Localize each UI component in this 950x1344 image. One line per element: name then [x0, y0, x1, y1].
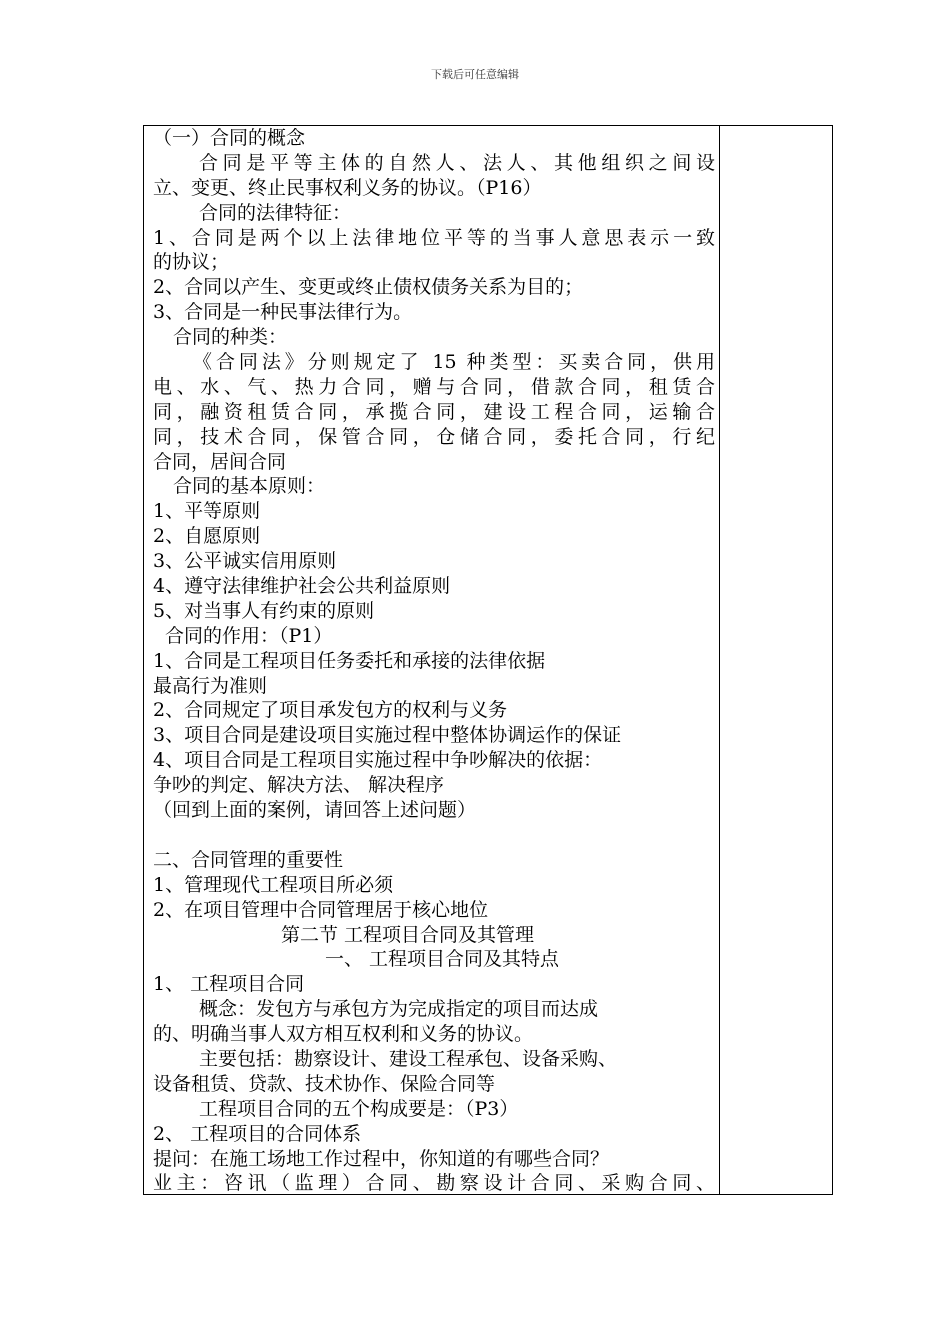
text-line: （一）合同的概念	[153, 127, 306, 149]
text-line: 4、遵守法律维护社会公共利益原则	[153, 575, 451, 598]
text-line: 一、 工程项目合同及其特点	[325, 948, 560, 971]
text-line: 的协议；	[153, 251, 230, 274]
text-line: 的、明确当事人双方相互权利和义务的协议。	[153, 1023, 534, 1046]
text-line: 合同的基本原则：	[173, 475, 326, 498]
text-line: 3、公平诚实信用原则	[153, 550, 337, 573]
text-line: 争吵的判定、解决方法、 解决程序	[153, 774, 445, 797]
text-line: 2、 工程项目的合同体系	[153, 1122, 362, 1145]
text-line: 最高行为准则	[153, 674, 268, 697]
text-line: 主要包括：勘察设计、建设工程承包、设备采购、	[199, 1047, 618, 1070]
text-line: 1、合同是工程项目任务委托和承接的法律依据	[153, 649, 546, 672]
text-line: 1、管理现代工程项目所必须	[153, 873, 394, 896]
text-line: 同，融资租赁合同，承揽合同，建设工程合同，运输合	[153, 400, 715, 423]
text-line: 合同的作用：（P1）	[165, 624, 333, 647]
text-line: 1、平等原则	[153, 500, 261, 523]
text-line: 概念：发包方与承包方为完成指定的项目而达成	[199, 998, 599, 1021]
text-line: 设备租赁、贷款、技术协作、保险合同等	[153, 1072, 496, 1095]
text-line: 工程项目合同的五个构成要是：（P3）	[199, 1097, 519, 1120]
text-line: 2、自愿原则	[153, 525, 261, 548]
text-line: 3、项目合同是建设项目实施过程中整体协调运作的保证	[153, 724, 622, 747]
main-text-cell	[153, 126, 715, 1192]
text-line: 二、合同管理的重要性	[153, 848, 344, 871]
text-line: 5、对当事人有约束的原则	[153, 599, 375, 622]
text-line: 《合同法》分则规定了 15 种类型：买卖合同，供用	[193, 351, 715, 374]
text-line: 合同是平等主体的自然人、法人、其他组织之间设	[199, 151, 715, 174]
text-line: 2、合同以产生、变更或终止债权债务关系为目的；	[153, 276, 584, 299]
text-line: 电、水、气、热力合同，赠与合同，借款合同，租赁合	[153, 375, 715, 398]
text-line: 提问：在施工场地工作过程中，你知道的有哪些合同？	[153, 1147, 610, 1170]
text-line: （回到上面的案例，请回答上述问题）	[153, 799, 477, 822]
text-line: 1、合同是两个以上法律地位平等的当事人意思表示一致	[153, 226, 715, 249]
text-line	[153, 823, 715, 848]
text-line: 合同的种类：	[173, 326, 288, 349]
text-line: 第二节 工程项目合同及其管理	[281, 923, 535, 946]
text-line: 合同，居间合同	[153, 450, 287, 473]
text-line: 2、合同规定了项目承发包方的权利与义务	[153, 699, 508, 722]
text-line: 1、 工程项目合同	[153, 973, 305, 996]
text-line: 业主：咨讯（监理）合同、勘察设计合同、采购合同、	[153, 1172, 715, 1192]
document-table	[143, 125, 833, 1195]
text-line: 同，技术合同，保管合同，仓储合同，委托合同，行纪	[153, 425, 715, 448]
text-line: 合同的法律特征：	[199, 201, 352, 224]
text-line: 2、在项目管理中合同管理居于核心地位	[153, 898, 489, 921]
column-divider	[719, 126, 720, 1194]
text-line: 立、变更、终止民事权利义务的协议。（P16）	[153, 176, 542, 199]
text-line: 4、项目合同是工程项目实施过程中争吵解决的依据：	[153, 749, 603, 772]
text-line: 3、合同是一种民事法律行为。	[153, 301, 413, 324]
page-header-note: 下载后可任意编辑	[431, 68, 519, 81]
